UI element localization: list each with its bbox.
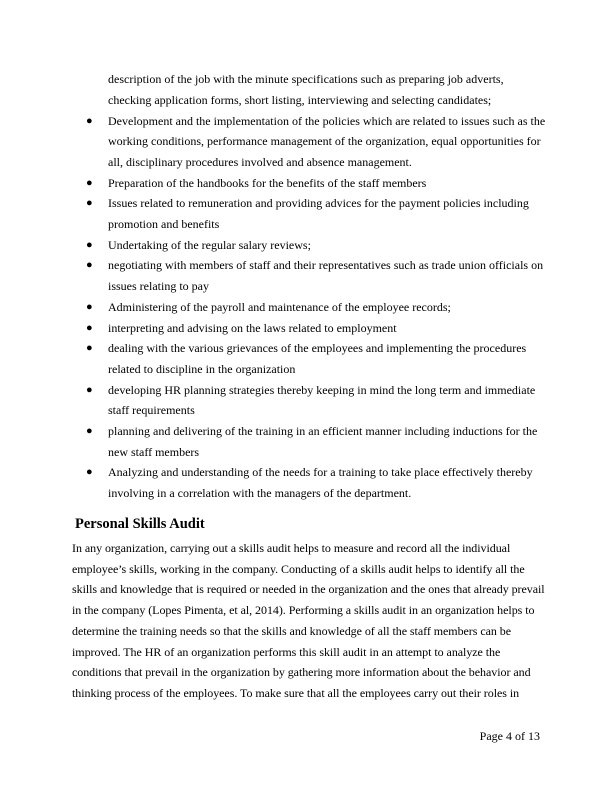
list-item	[0, 193, 548, 234]
list-item	[0, 297, 548, 318]
bullet-icon: ●	[86, 114, 93, 127]
list-item-text: negotiating with members of staff and their representatives such as trade union officials on issues relating to pay	[108, 258, 544, 294]
bullet-icon: ●	[86, 321, 93, 334]
page-number: Page 4 of 13	[479, 729, 540, 743]
list-item-text: Preparation of the handbooks for the benefits of the staff members	[108, 175, 427, 190]
list-item-text: dealing with the various grievances of the employees and implementing the procedures related to discipline in the organization	[108, 341, 527, 376]
list-item-text: Analyzing and understanding of the needs for a training to take place effectively thereby involving in a correlation with the managers of the department.	[108, 465, 533, 501]
bullet-list	[0, 111, 612, 504]
list-item	[0, 462, 548, 503]
list-item-text: interpreting and advising on the laws related to employment	[108, 320, 397, 335]
bullet-icon: ●	[86, 466, 93, 479]
list-item	[0, 380, 548, 421]
bullet-icon: ●	[86, 342, 93, 355]
list-item-text: Development and the implementation of the policies which are related to issues such as the working conditions, performance management of the organization, equal opportunities for all, disciplinary procedures involved and absence management.	[108, 113, 546, 169]
bullet-icon: ●	[86, 425, 93, 438]
list-item	[0, 338, 548, 379]
list-item	[0, 318, 548, 339]
list-item	[0, 421, 548, 462]
bullet-icon: ●	[86, 259, 93, 272]
list-item-text: planning and delivering of the training in an efficient manner including inductions for the new staff members	[108, 424, 538, 459]
list-item	[0, 255, 548, 296]
bullet-icon: ●	[86, 176, 93, 189]
list-item-text: developing HR planning strategies thereby keeping in mind the long term and immediate staff requirements	[108, 382, 536, 418]
section-heading: Personal Skills Audit	[75, 516, 205, 532]
list-item	[0, 173, 548, 194]
bullet-icon: ●	[86, 300, 93, 313]
list-item	[0, 111, 548, 173]
list-item-text: Administering of the payroll and maintenance of the employee records;	[108, 299, 451, 314]
bullet-icon: ●	[86, 238, 93, 251]
list-item-text: Issues related to remuneration and providing advices for the payment policies including promotion and benefits	[108, 196, 529, 232]
body-paragraph: In any organization, carrying out a skills audit helps to measure and record all the individual employee’s skills, working in the company. Conducting of a skills audit helps to identify all the skills and knowledge that is required or needed in the organization and the ones that already prevail in the company (Lopes Pimenta, et al, 2014). Performing a skills audit in an organization helps to determine the training needs so that the skills and knowledge of all the staff members can be improved. The HR of an organization performs this skill audit in an attempt to analyze the conditions that prevail in the organization by gathering more information about the behavior and thinking process of the employees. To make sure that all the employees carry out their roles in	[72, 541, 545, 700]
list-item-text: Undertaking of the regular salary reviews;	[108, 237, 311, 252]
bullet-icon: ●	[86, 383, 93, 396]
bullet-icon: ●	[86, 197, 93, 210]
bullet-continuation-text: description of the job with the minute specifications such as preparing job adverts, checking application forms, short listing, interviewing and selecting candidates;	[108, 72, 504, 107]
list-item	[0, 235, 548, 256]
